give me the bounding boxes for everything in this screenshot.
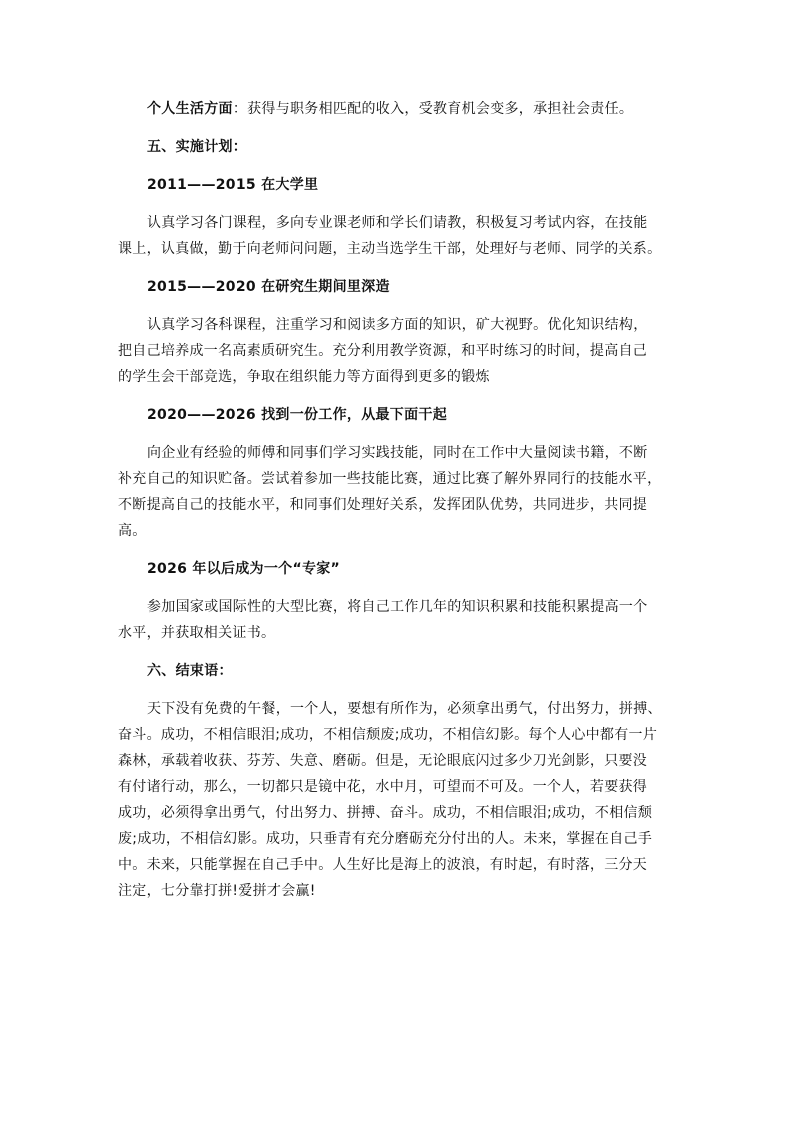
section-6-title: 六、结束语： bbox=[147, 663, 233, 679]
conclusion-line: 成功，必须得拿出勇气，付出努力、拼搏、奋斗。成功，不相信眼泪;成功，不相信颓 bbox=[118, 805, 653, 821]
period-2-line: 的学生会干部竞选，争取在组织能力等方面得到更多的锻炼 bbox=[118, 369, 490, 385]
period-3-line: 高。 bbox=[118, 523, 147, 539]
conclusion-line: 森林，承载着收获、芬芳、失意、磨砺。但是，无论眼底闪过多少刀光剑影，只要没 bbox=[118, 753, 648, 769]
period-3-line: 补充自己的知识贮备。尝试着参加一些技能比赛，通过比赛了解外界同行的技能水平， bbox=[118, 471, 662, 487]
personal-life-paragraph bbox=[118, 96, 688, 122]
period-3-line: 向企业有经验的师傅和同事们学习实践技能，同时在工作中大量阅读书籍，不断 bbox=[147, 445, 648, 461]
period-1-line: 认真学习各门课程，多向专业课老师和学长们请教，积极复习考试内容，在技能 bbox=[147, 215, 648, 231]
period-4-heading: 2026 年以后成为一个“专家” bbox=[147, 561, 341, 577]
conclusion-line: 天下没有免费的午餐，一个人，要想有所作为，必须拿出勇气，付出努力，拼搏、 bbox=[147, 701, 662, 717]
period-2-line: 认真学习各科课程，注重学习和阅读多方面的知识，矿大视野。优化知识结构， bbox=[147, 317, 648, 333]
personal-life-text: ：获得与职务相匹配的收入，受教育机会变多，承担社会责任。 bbox=[232, 101, 634, 117]
conclusion-line: 注定，七分靠打拼!爱拼才会赢! bbox=[118, 883, 316, 899]
document-body bbox=[118, 96, 688, 904]
section-5-title: 五、实施计划： bbox=[147, 139, 248, 155]
period-1-heading: 2011——2015 在大学里 bbox=[147, 177, 319, 193]
period-1-line: 课上，认真做，勤于向老师问问题，主动当选学生干部，处理好与老师、同学的关系。 bbox=[118, 241, 662, 257]
period-3-heading: 2020——2026 找到一份工作，从最下面干起 bbox=[147, 407, 448, 423]
conclusion-line: 废;成功，不相信幻影。成功，只垂青有充分磨砺充分付出的人。未来，掌握在自己手 bbox=[118, 831, 653, 847]
conclusion-line: 有付诸行动，那么，一切都只是镜中花，水中月，可望而不可及。一个人，若要获得 bbox=[118, 779, 648, 795]
conclusion-line: 奋斗。成功，不相信眼泪;成功，不相信颓废;成功，不相信幻影。每个人心中都有一片 bbox=[118, 727, 658, 743]
period-2-heading: 2015——2020 在研究生期间里深造 bbox=[147, 279, 390, 295]
personal-life-label: 个人生活方面 bbox=[147, 101, 233, 117]
period-4-line: 水平，并获取相关证书。 bbox=[118, 625, 276, 641]
conclusion-line: 中。未来，只能掌握在自己手中。人生好比是海上的波浪，有时起，有时落，三分天 bbox=[118, 857, 648, 873]
period-2-line: 把自己培养成一名高素质研究生。充分利用教学资源，和平时练习的时间，提高自己 bbox=[118, 343, 648, 359]
period-4-line: 参加国家或国际性的大型比赛，将自己工作几年的知识积累和技能积累提高一个 bbox=[147, 599, 648, 615]
period-3-line: 不断提高自己的技能水平，和同事们处理好关系，发挥团队优势，共同进步，共同提 bbox=[118, 497, 648, 513]
